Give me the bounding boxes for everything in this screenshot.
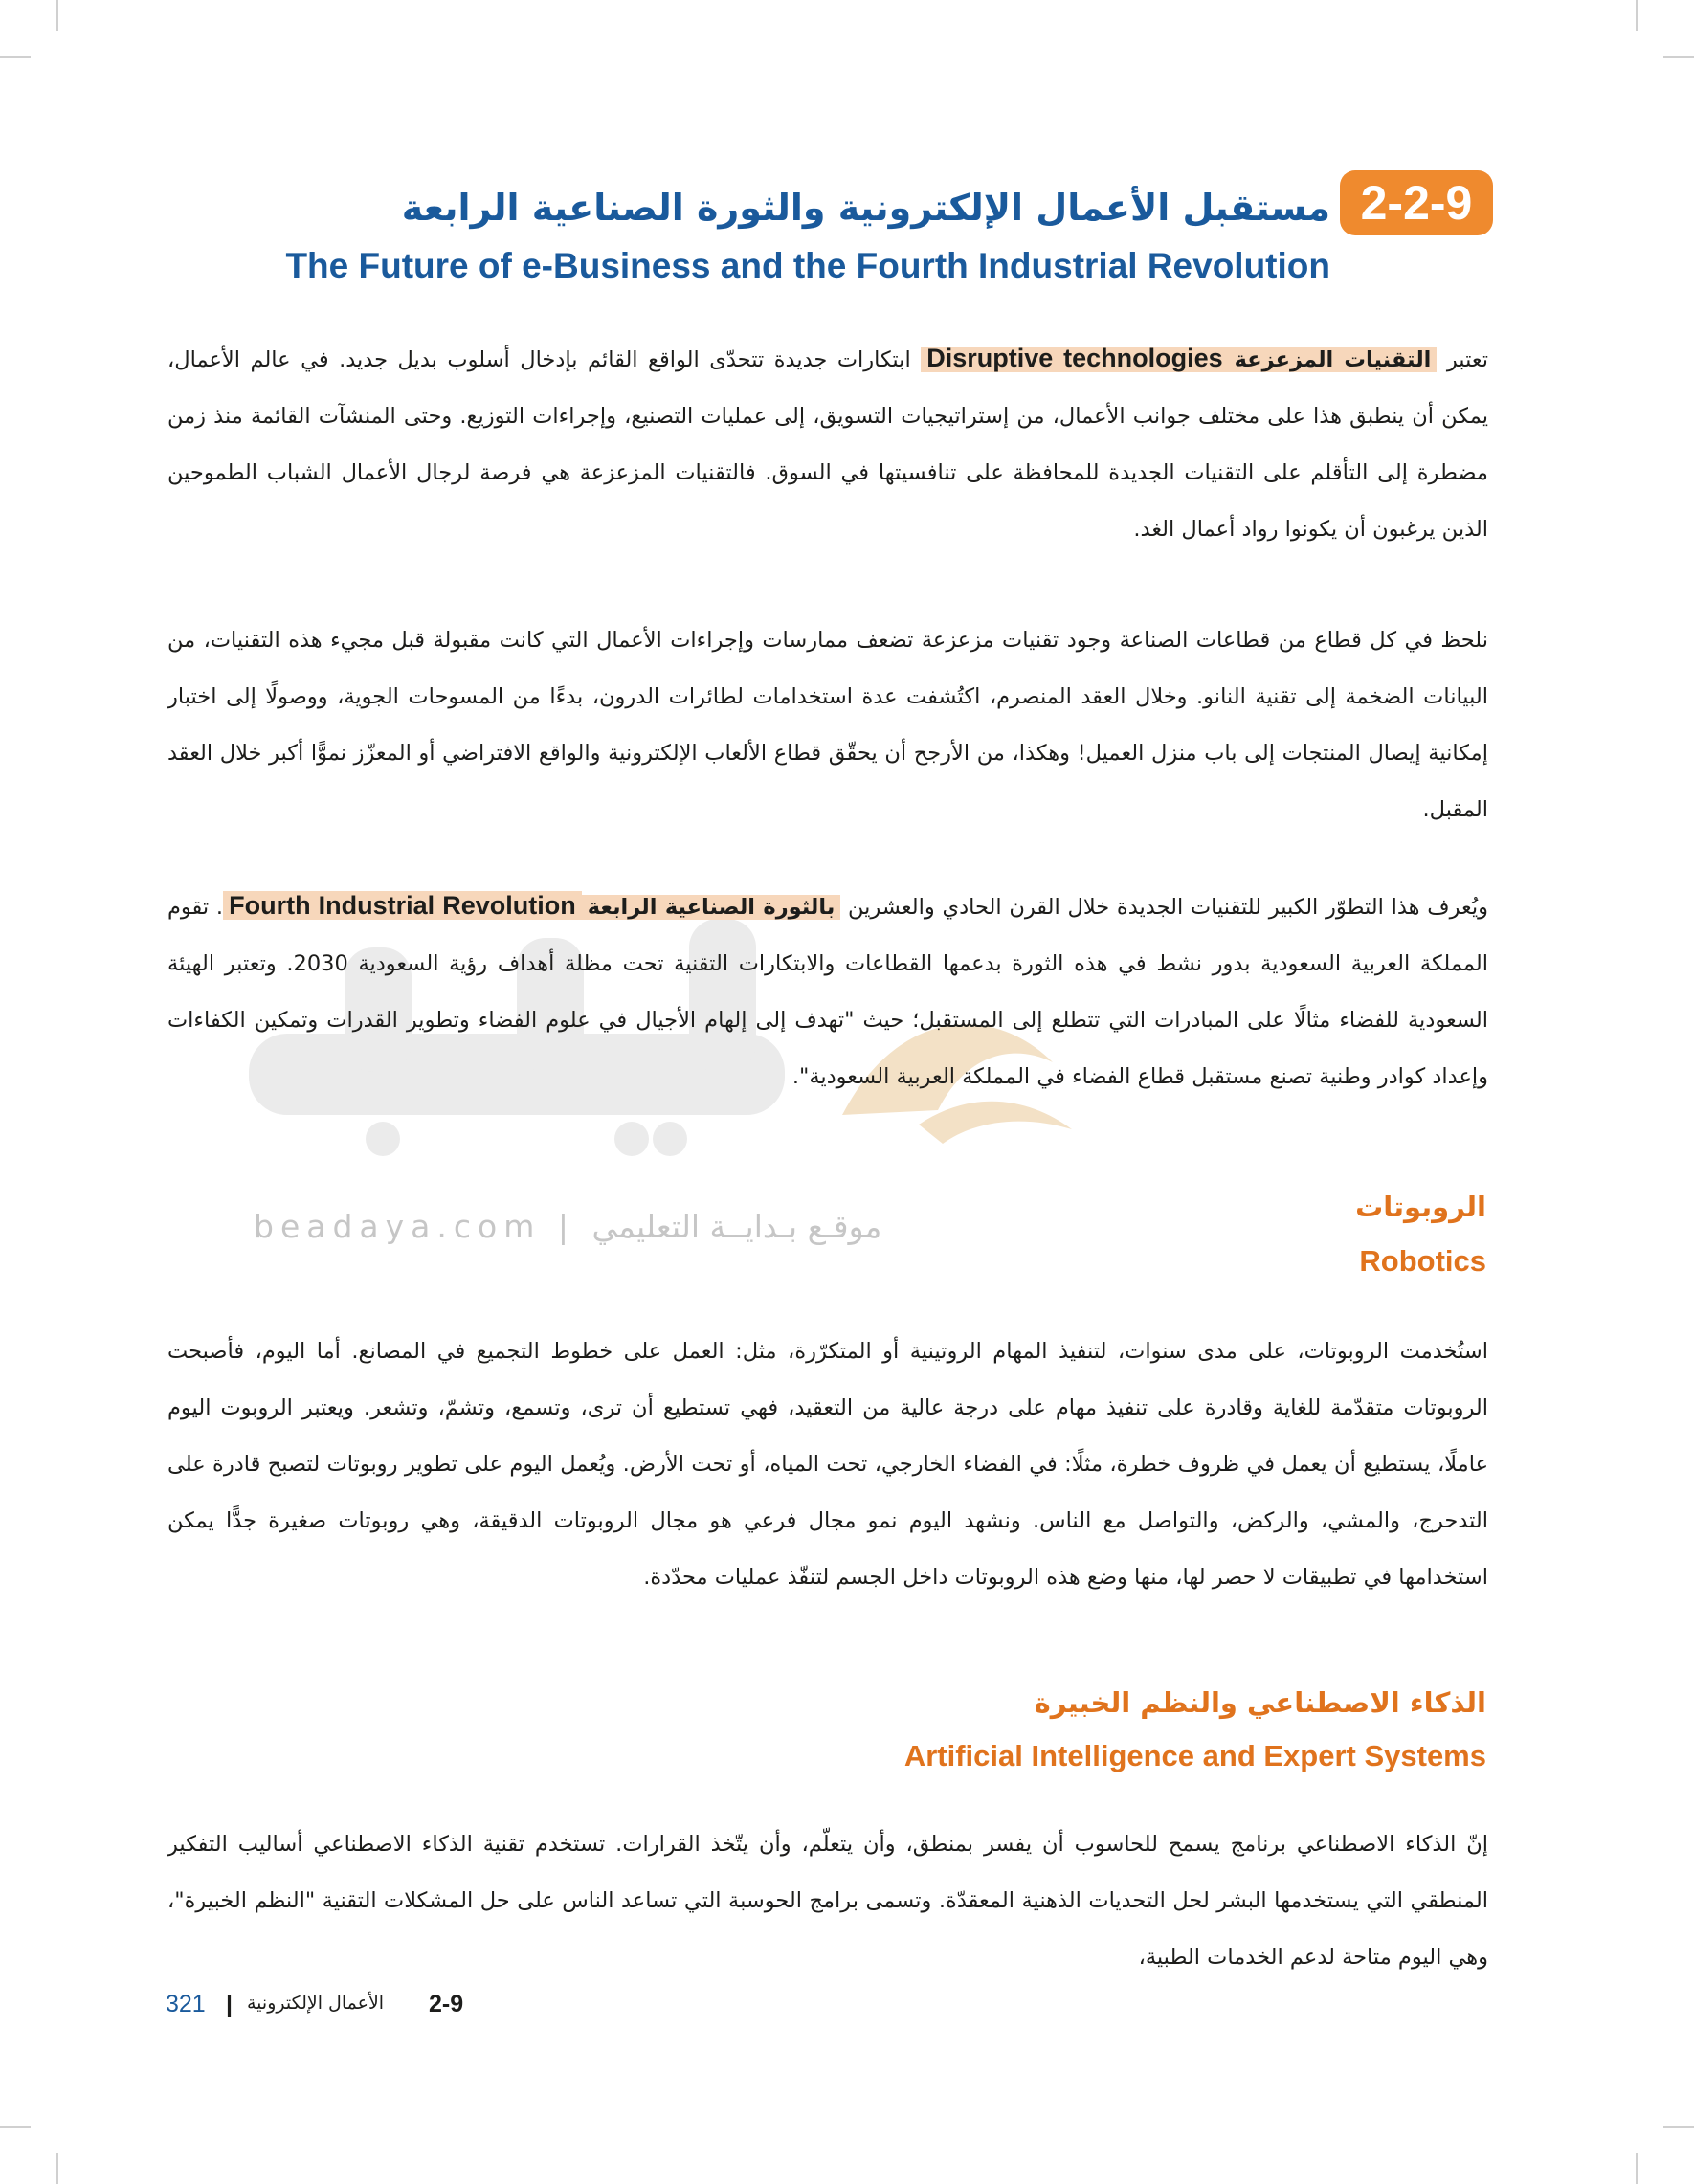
robotics-heading-arabic: الروبوتات [1355,1191,1486,1223]
crop-mark-top-right [1636,0,1638,31]
section-title-arabic: مستقبل الأعمال الإلكترونية والثورة الصناعية الرابعة [401,187,1330,229]
crop-mark-right-top [1663,56,1694,58]
intro-p3-lead: ويُعرف هذا التطوّر الكبير للتقنيات الجديدة خلال القرن الحادي والعشرين [848,895,1489,920]
page-footer [0,1991,1694,2029]
footer-chapter-title: الأعمال الإلكترونية [247,1993,385,2014]
page-number: 321 [166,1991,206,2017]
crop-mark-bottom-left [56,2153,58,2184]
intro-p1-body: ابتكارات جديدة تتحدّى الواقع القائم بإدخال أسلوب بديل جديد. في عالم الأعمال، يمكن أن ينطبق هذا على مختلف جوانب الأعمال، من إستراتيجيات التسويق، إلى عمليات التصنيع، وإجراءات التوزيع. وحتى المنشآت القائمة منذ زمن مضطرة إلى التأقلم على التقنيات الجديدة للمحافظة على تنافسيتها في السوق. فالتقنيات المزعزعة هي فرصة لرجال الأعمال الشباب الطموحين الذين يرغبون أن يكونوا رواد أعمال الغد. [167,347,1488,542]
intro-paragraph-2: نلحظ في كل قطاع من قطاعات الصناعة وجود تقنيات مزعزعة تضعف ممارسات وإجراءات الأعمال التي كانت مقبولة قبل مجيء هذه التقنيات، من البيانات الضخمة إلى تقنية النانو. وخلال العقد المنصرم، اكتُشفت عدة استخدامات لطائرات الدرون، بدءًا من المسوحات الجوية، ووصولًا إلى اختبار إمكانية إيصال المنتجات إلى باب منزل العميل! وهكذا، من الأرجح أن يحقّق قطاع الألعاب الإلكترونية والواقع الافتراضي أو المعزّز نموًّا أكبر خلال العقد المقبل. [167,628,1488,822]
intro-p1-lead: تعتبر [1446,347,1488,372]
crop-mark-left-bottom [0,2126,31,2128]
robotics-paragraph: استُخدمت الروبوتات، على مدى سنوات، لتنفيذ المهام الروتينية أو المتكرّرة، مثل: العمل على خطوط التجميع في المصانع. أما اليوم، فأصبحت الروبوتات متقدّمة للغاية وقادرة على تنفيذ مهام على درجة عالية من التعقيد، فهي تستطيع أن ترى، وتسمع، وتشمّ، وتشعر. ويعتبر الروبوت اليوم عاملًا، يستطيع أن يعمل في ظروف خطرة، مثلًا: في الفضاء الخارجي، تحت المياه، أو تحت الأرض. ويُعمل اليوم على تطوير روبوتات لتصبح قادرة على التدحرج، والمشي، والركض، والتواصل مع الناس. ونشهد اليوم نمو مجال فرعي هو مجال الروبوتات الدقيقة، وهي روبوتات صغيرة جدًّا يمكن استخدامها في تطبيقات لا حصر لها، منها وضع هذه الروبوتات داخل الجسم لتنفّذ عمليات محدّدة. [167,1339,1488,1590]
footer-separator: | [226,1991,233,2017]
crop-mark-right-bottom [1663,2126,1694,2128]
footer-chapter-number: 2-9 [429,1991,464,2017]
crop-mark-bottom-right [1636,2153,1638,2184]
crop-mark-left-top [0,56,31,58]
section-title-english: The Future of e-Business and the Fourth Industrial Revolution [285,246,1330,285]
robotics-heading-english: Robotics [1359,1244,1486,1278]
ai-heading-english: Artificial Intelligence and Expert Systems [903,1739,1486,1772]
watermark-caption: beadaya.com | موقـع بـدايــة التعليمي [254,1208,882,1245]
ai-heading-arabic: الذكاء الاصطناعي والنظم الخبيرة [1034,1686,1486,1719]
crop-mark-top-left [56,0,58,31]
term-4ir-english: Fourth Industrial Revolution [223,891,582,920]
intro-paragraph-1 [167,330,1488,558]
term-disruptive-arabic: التقنيات المزعزعة [1229,347,1438,372]
intro-paragraph-3 [167,878,1488,1105]
term-disruptive-english: Disruptive technologies [926,344,1223,372]
term-4ir-arabic: بالثورة الصناعية الرابعة [582,895,841,920]
intro-p3-body: . تقوم المملكة العربية السعودية بدور نشط في هذه الثورة بدعمها القطاعات والابتكارات التقنية تحت مظلة أهداف رؤية السعودية 2030. وتعتبر الهيئة السعودية للفضاء مثالًا على المبادرات التي تتطلع إلى المستقبل؛ حيث "تهدف إلى إلهام الأجيال في علوم الفضاء وتطوير القدرات وتمكين الكفاءات وإعداد كوادر وطنية تصنع مستقبل قطاع الفضاء في المملكة العربية السعودية". [167,895,1488,1089]
section-number-badge: 2-2-9 [1340,170,1493,235]
ai-paragraph: إنّ الذكاء الاصطناعي برنامج يسمح للحاسوب أن يفسر بمنطق، وأن يتعلّم، وأن يتّخذ القرارات. تستخدم تقنية الذكاء الاصطناعي أساليب التفكير المنطقي التي يستخدمها البشر لحل التحديات الذهنية المعقدّة. وتسمى برامج الحوسبة التي تساعد الناس على حل المشكلات التقنية "النظم الخبيرة"، وهي اليوم متاحة لدعم الخدمات الطبية، [167,1832,1488,1970]
